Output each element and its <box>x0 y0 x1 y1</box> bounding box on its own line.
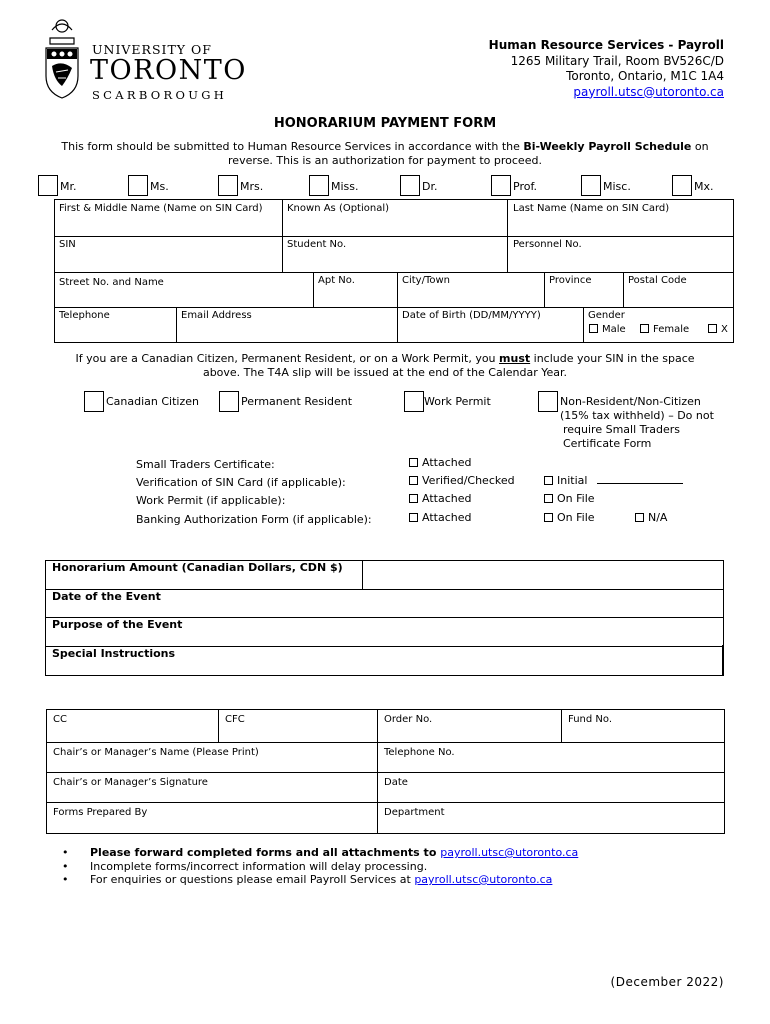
doc-banking-attached[interactable] <box>409 511 471 524</box>
sin-note <box>40 352 730 380</box>
header-address <box>489 38 724 100</box>
sin-note-must: must <box>499 352 531 365</box>
title-checkbox-misc[interactable] <box>581 175 601 196</box>
verified-label: Verified/Checked <box>422 474 515 487</box>
header-address-line1: 1265 Military Trail, Room BV526C/D <box>510 53 724 68</box>
sin-note-text-end: include your SIN in the space <box>530 352 695 365</box>
approval-telephone-field[interactable]: Telephone No. <box>378 743 725 773</box>
revision-date: (December 2022) <box>610 975 724 989</box>
doc-sin-initial[interactable] <box>544 474 683 487</box>
title-label-prof: Prof. <box>513 180 538 193</box>
doc-sin-verified[interactable] <box>409 474 515 487</box>
title-checkbox-ms[interactable] <box>128 175 148 196</box>
field-apt[interactable]: Apt No. <box>318 275 355 286</box>
intro-text: This form should be submitted to Human Resource Services in accordance with the <box>61 140 524 153</box>
header-department: Human Resource Services - Payroll <box>488 38 724 52</box>
field-city[interactable]: City/Town <box>402 275 451 286</box>
intro-bold: Bi-Weekly Payroll Schedule <box>523 140 692 153</box>
logo-line-toronto: TORONTO <box>90 55 247 86</box>
personal-info-table <box>54 199 734 343</box>
doc-banking-on-file[interactable] <box>544 511 595 524</box>
na-label: N/A <box>648 511 668 524</box>
on-file-label: On File <box>557 511 595 524</box>
attached-label: Attached <box>422 492 472 505</box>
title-label-ms: Ms. <box>150 180 169 193</box>
doc-small-traders-checkbox[interactable] <box>409 458 418 467</box>
doc-banking: Banking Authorization Form (if applicable): <box>136 513 372 526</box>
approval-cfc-field[interactable]: CFC <box>219 710 378 743</box>
approval-cc-field[interactable]: CC <box>47 710 219 743</box>
title-label-miss: Miss. <box>331 180 359 193</box>
non-resident-line3: require Small Traders <box>563 423 681 436</box>
status-label-non-resident <box>560 395 714 451</box>
non-resident-line2: (15% tax withheld) – Do not <box>560 409 714 422</box>
footer-note-forward-text: Please forward completed forms and all attachments to <box>90 846 441 859</box>
gender-male-label: Male <box>602 324 626 335</box>
footer-note-incomplete: • Incomplete forms/incorrect information will delay processing. <box>62 860 578 874</box>
approval-date-field[interactable]: Date <box>378 773 725 803</box>
logo-line-scarborough: SCARBOROUGH <box>92 88 228 102</box>
header-email-link[interactable]: payroll.utsc@utoronto.ca <box>573 84 724 99</box>
field-telephone[interactable]: Telephone <box>59 310 110 321</box>
payment-amount-input[interactable] <box>363 561 724 590</box>
field-sin[interactable]: SIN <box>59 239 76 250</box>
doc-work-permit: Work Permit (if applicable): <box>136 494 286 507</box>
status-checkbox-non-resident[interactable] <box>538 391 558 412</box>
documents-labels <box>136 456 372 529</box>
gender-x-checkbox[interactable] <box>708 324 717 333</box>
title-checkbox-prof[interactable] <box>491 175 511 196</box>
sin-note-text: If you are a Canadian Citizen, Permanent Resident, or on a Work Permit, you <box>75 352 500 365</box>
field-student-no[interactable]: Student No. <box>287 239 347 250</box>
attached-label: Attached <box>422 511 472 524</box>
initial-label: Initial <box>557 474 588 487</box>
approval-table <box>46 709 725 834</box>
doc-sin-verification: Verification of SIN Card (if applicable): <box>136 476 346 489</box>
gender-female-option[interactable] <box>640 324 689 335</box>
form-title: HONORARIUM PAYMENT FORM <box>273 116 497 131</box>
title-label-misc: Misc. <box>603 180 631 193</box>
field-email[interactable]: Email Address <box>181 310 252 321</box>
field-last-name[interactable]: Last Name (Name on SIN Card) <box>513 203 670 214</box>
approval-prepared-by-field[interactable]: Forms Prepared By <box>47 803 378 834</box>
footer-email-link-2[interactable]: payroll.utsc@utoronto.ca <box>414 873 553 886</box>
payment-date-field[interactable]: Date of the Event <box>46 590 724 618</box>
logo-line-university: UNIVERSITY OF <box>92 42 212 57</box>
approval-fund-field[interactable]: Fund No. <box>562 710 725 743</box>
header-address-line2: Toronto, Ontario, M1C 1A4 <box>566 69 724 83</box>
university-crest-icon <box>42 16 82 102</box>
title-label-mrs: Mrs. <box>240 180 264 193</box>
field-personnel-no[interactable]: Personnel No. <box>513 239 582 250</box>
non-resident-line1: Non-Resident/Non-Citizen <box>560 395 701 408</box>
doc-banking-na-checkbox[interactable] <box>635 513 644 522</box>
initial-line[interactable] <box>597 474 683 484</box>
gender-male-option[interactable] <box>589 324 626 335</box>
title-checkbox-miss[interactable] <box>309 175 329 196</box>
gender-female-checkbox[interactable] <box>640 324 649 333</box>
field-known-as[interactable]: Known As (Optional) <box>287 203 390 214</box>
field-postal-code[interactable]: Postal Code <box>628 275 687 286</box>
field-first-name[interactable]: First & Middle Name (Name on SIN Card) <box>59 203 263 214</box>
doc-small-traders-attached[interactable] <box>409 456 471 469</box>
gender-female-label: Female <box>653 324 690 335</box>
doc-banking-na[interactable] <box>635 511 667 524</box>
gender-x-label: X <box>721 324 728 335</box>
title-checkbox-mrs[interactable] <box>218 175 238 196</box>
footer-note-forward <box>62 846 578 860</box>
field-dob[interactable]: Date of Birth (DD/MM/YYYY) <box>402 310 541 321</box>
title-checkbox-mr[interactable] <box>38 175 58 196</box>
doc-work-permit-on-file[interactable] <box>544 492 595 505</box>
payment-purpose-field[interactable]: Purpose of the Event <box>46 618 724 647</box>
status-label-work-permit: Work Permit <box>424 395 491 408</box>
title-checkbox-mx[interactable] <box>672 175 692 196</box>
doc-work-permit-on-file-checkbox[interactable] <box>544 494 553 503</box>
doc-work-permit-checkbox[interactable] <box>409 494 418 503</box>
payment-special-field[interactable]: Special Instructions <box>46 647 724 676</box>
footer-notes <box>62 846 578 887</box>
sin-note-line2: above. The T4A slip will be issued at the end of the Calendar Year. <box>202 366 568 379</box>
form-intro <box>40 140 730 168</box>
approval-department-field[interactable]: Department <box>378 803 725 834</box>
title-label-mr: Mr. <box>60 180 77 193</box>
footer-note-enquiries <box>62 873 578 887</box>
status-checkbox-work-permit[interactable] <box>404 391 424 412</box>
intro-text-end: on <box>691 140 709 153</box>
status-label-citizen: Canadian Citizen <box>106 395 200 408</box>
footer-email-link-1[interactable]: payroll.utsc@utoronto.ca <box>440 846 579 859</box>
doc-sin-verified-checkbox[interactable] <box>409 476 418 485</box>
gender-male-checkbox[interactable] <box>589 324 598 333</box>
payment-table <box>45 560 724 676</box>
doc-banking-checkbox[interactable] <box>409 513 418 522</box>
doc-work-permit-attached[interactable] <box>409 492 471 505</box>
doc-banking-on-file-checkbox[interactable] <box>544 513 553 522</box>
intro-line2: reverse. This is an authorization for payment to proceed. <box>228 154 542 167</box>
title-label-dr: Dr. <box>422 180 438 193</box>
gender-x-option[interactable] <box>708 324 728 335</box>
payment-amount-label: Honorarium Amount (Canadian Dollars, CDN $) <box>46 561 363 590</box>
gender-label: Gender <box>588 310 625 321</box>
on-file-label: On File <box>557 492 595 505</box>
field-province[interactable]: Province <box>549 275 592 286</box>
doc-sin-initial-checkbox[interactable] <box>544 476 553 485</box>
status-checkbox-resident[interactable] <box>219 391 239 412</box>
footer-note-enquiries-text: For enquiries or questions please email Payroll Services at <box>90 873 415 886</box>
status-label-resident: Permanent Resident <box>241 395 353 408</box>
title-checkbox-dr[interactable] <box>400 175 420 196</box>
status-checkbox-citizen[interactable] <box>84 391 104 412</box>
attached-label: Attached <box>422 456 472 469</box>
non-resident-line4: Certificate Form <box>563 437 652 450</box>
doc-small-traders: Small Traders Certificate: <box>136 458 275 471</box>
approval-chair-name-field[interactable]: Chair’s or Manager’s Name (Please Print) <box>47 743 378 773</box>
approval-order-field[interactable]: Order No. <box>378 710 562 743</box>
approval-chair-signature-field[interactable]: Chair’s or Manager’s Signature <box>47 773 378 803</box>
field-street[interactable]: Street No. and Name <box>59 277 164 288</box>
title-label-mx: Mx. <box>694 180 714 193</box>
